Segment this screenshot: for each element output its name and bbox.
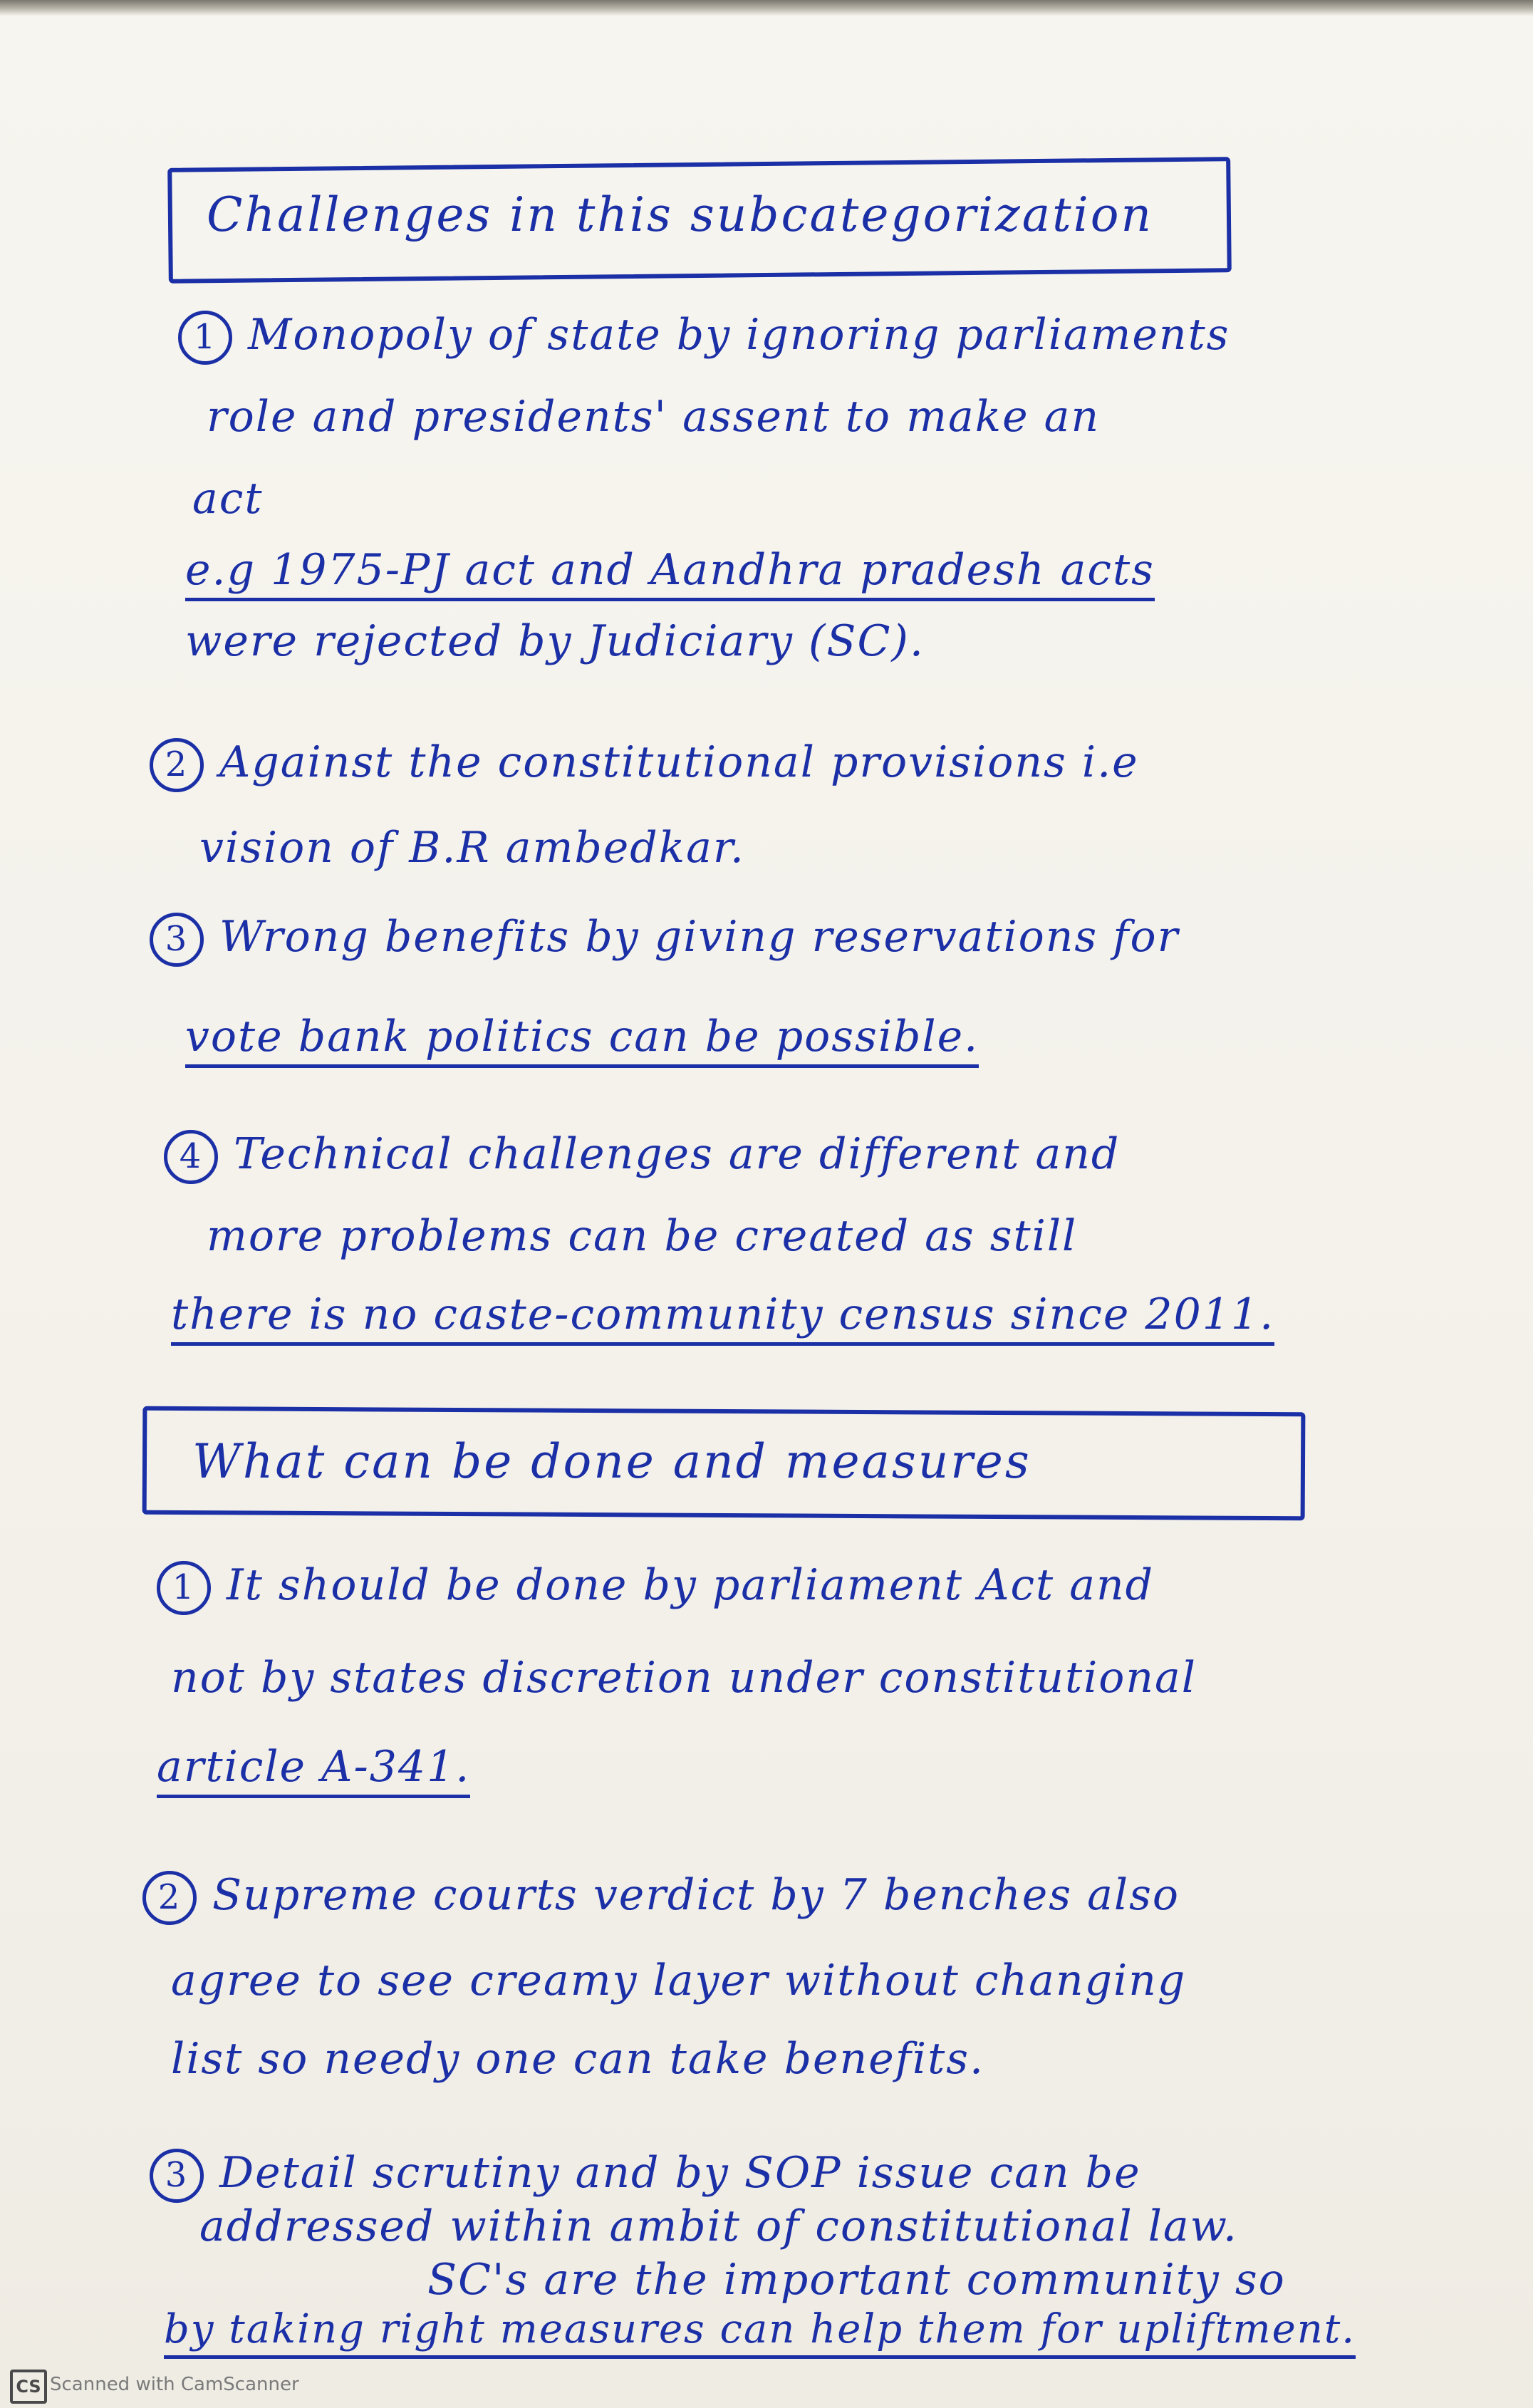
s1-point2-line2: vision of B.R ambedkar. xyxy=(199,823,745,873)
s1-point4-line3: there is no caste-community census since 2011. xyxy=(171,1286,1274,1343)
s2-point3-line4: by taking right measures can help them for upliftment. xyxy=(164,2301,1356,2358)
s2-point2-number: 2 xyxy=(142,1871,197,1925)
s2-point2-line1: 2 Supreme courts verdict by 7 benches also xyxy=(142,1867,1180,1925)
scanner-footer xyxy=(0,2364,1533,2408)
page-top-edge xyxy=(0,0,1533,16)
s2-point3-line1: 3 Detail scrutiny and by SOP issue can be xyxy=(150,2144,1141,2203)
s2-point1-line3: article A-341. xyxy=(157,1738,470,1795)
s2-point2-line2: agree to see creamy layer without changing xyxy=(171,1956,1187,2005)
s1-point1-line4: e.g 1975-PJ act and Aandhra pradesh acts xyxy=(185,541,1155,598)
s1-point1-line1: 1 Monopoly of state by ignoring parliaments xyxy=(178,306,1230,365)
s1-point2-number: 2 xyxy=(150,738,204,792)
s2-point1-number: 1 xyxy=(157,1561,211,1615)
s1-point3-number: 3 xyxy=(150,913,204,967)
s2-point2-line3: list so needy one can take benefits. xyxy=(171,2034,985,2084)
section2-heading: What can be done and measures xyxy=(192,1434,1031,1489)
scanner-watermark-text: Scanned with CamScanner xyxy=(50,2374,299,2395)
s1-point1-line2: role and presidents' assent to make an xyxy=(207,392,1101,442)
s1-point4-line1: 4 Technical challenges are different and xyxy=(164,1126,1120,1184)
s1-point3-line2: vote bank politics can be possible. xyxy=(185,1008,979,1065)
s1-point4-number: 4 xyxy=(164,1130,218,1184)
s1-point2-line1: 2 Against the constitutional provisions i.e xyxy=(150,734,1139,792)
s2-point3-line2: addressed within ambit of constitutional law. xyxy=(199,2201,1238,2251)
s2-point1-line2: not by states discretion under constitutional xyxy=(171,1653,1197,1703)
s2-point1-line1: 1 It should be done by parliament Act and xyxy=(157,1557,1154,1615)
section1-heading: Challenges in this subcategorization xyxy=(207,187,1154,242)
camscanner-logo: CS xyxy=(10,2370,47,2404)
s1-point1-number: 1 xyxy=(178,311,232,365)
s1-point3-line1: 3 Wrong benefits by giving reservations for xyxy=(150,908,1179,967)
s1-point1-line3: act xyxy=(192,474,264,524)
s2-point3-number: 3 xyxy=(150,2149,204,2203)
s1-point4-line2: more problems can be created as still xyxy=(207,1211,1078,1261)
s1-point1-line5: were rejected by Judiciary (SC). xyxy=(185,616,925,666)
s2-point3-line3: SC's are the important community so xyxy=(427,2255,1286,2305)
